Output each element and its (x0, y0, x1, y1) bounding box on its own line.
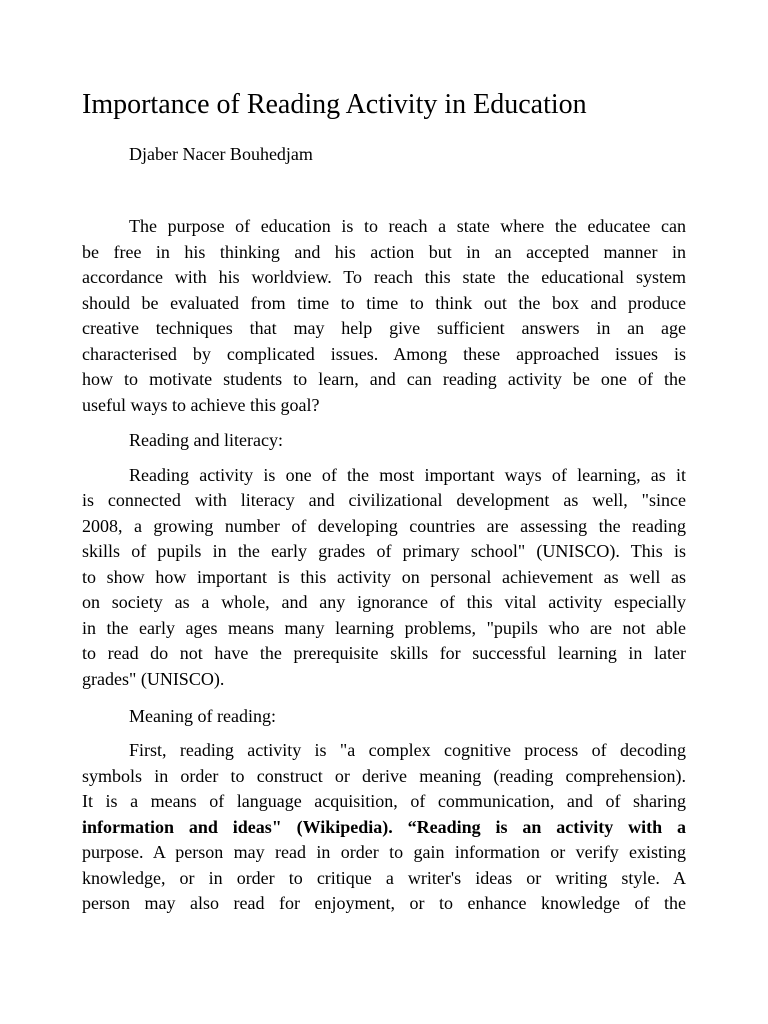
paragraph-1-line: should be evaluated from time to time to think out the box and produce (82, 293, 686, 313)
paragraph-1-line: useful ways to achieve this goal? (82, 395, 320, 415)
paragraph-2-line: on society as a whole, and any ignorance of this vital activity especially (82, 592, 686, 612)
document-title: Importance of Reading Activity in Education (82, 89, 587, 120)
paragraph-3-line: purpose. A person may read in order to gain information or verify existing (82, 842, 686, 862)
paragraph-3-line: person may also read for enjoyment, or to enhance knowledge of the (82, 893, 686, 913)
paragraph-2-line: to show how important is this activity on personal achievement as well as (82, 567, 686, 587)
paragraph-1-line: how to motivate students to learn, and can reading activity be one of the (82, 369, 686, 389)
paragraph-1-line: accordance with his worldview. To reach this state the educational system (82, 267, 686, 287)
section-heading-reading-and-literacy: Reading and literacy: (129, 430, 283, 450)
paragraph-3-line: First, reading activity is "a complex cognitive process of decoding (129, 740, 686, 760)
paragraph-2-line: to read do not have the prerequisite skills for successful learning in later (82, 643, 686, 663)
paragraph-3-line: knowledge, or in order to critique a writer's ideas or writing style. A (82, 868, 686, 888)
section-heading-meaning-of-reading: Meaning of reading: (129, 706, 276, 726)
paragraph-2-line: grades" (UNISCO). (82, 669, 225, 689)
paragraph-2-line: in the early ages means many learning problems, "pupils who are not able (82, 618, 686, 638)
paragraph-1-line: characterised by complicated issues. Among these approached issues is (82, 344, 686, 364)
paragraph-3-line: information and ideas" (Wikipedia). “Reading is an activity with a (82, 817, 686, 837)
paragraph-3-line: symbols in order to construct or derive meaning (reading comprehension). (82, 766, 686, 786)
paragraph-2-line: is connected with literacy and civilizational development as well, "since (82, 490, 686, 510)
paragraph-1-line: creative techniques that may help give sufficient answers in an age (82, 318, 686, 338)
paragraph-1-line: be free in his thinking and his action but in an accepted manner in (82, 242, 686, 262)
paragraph-2-line: 2008, a growing number of developing countries are assessing the reading (82, 516, 686, 536)
paragraph-1-line: The purpose of education is to reach a state where the educatee can (129, 216, 686, 236)
paragraph-2-line: skills of pupils in the early grades of primary school" (UNISCO). This is (82, 541, 686, 561)
paragraph-3-line: It is a means of language acquisition, of communication, and of sharing (82, 791, 686, 811)
paragraph-2-line: Reading activity is one of the most important ways of learning, as it (129, 465, 686, 485)
author-name: Djaber Nacer Bouhedjam (129, 144, 313, 164)
